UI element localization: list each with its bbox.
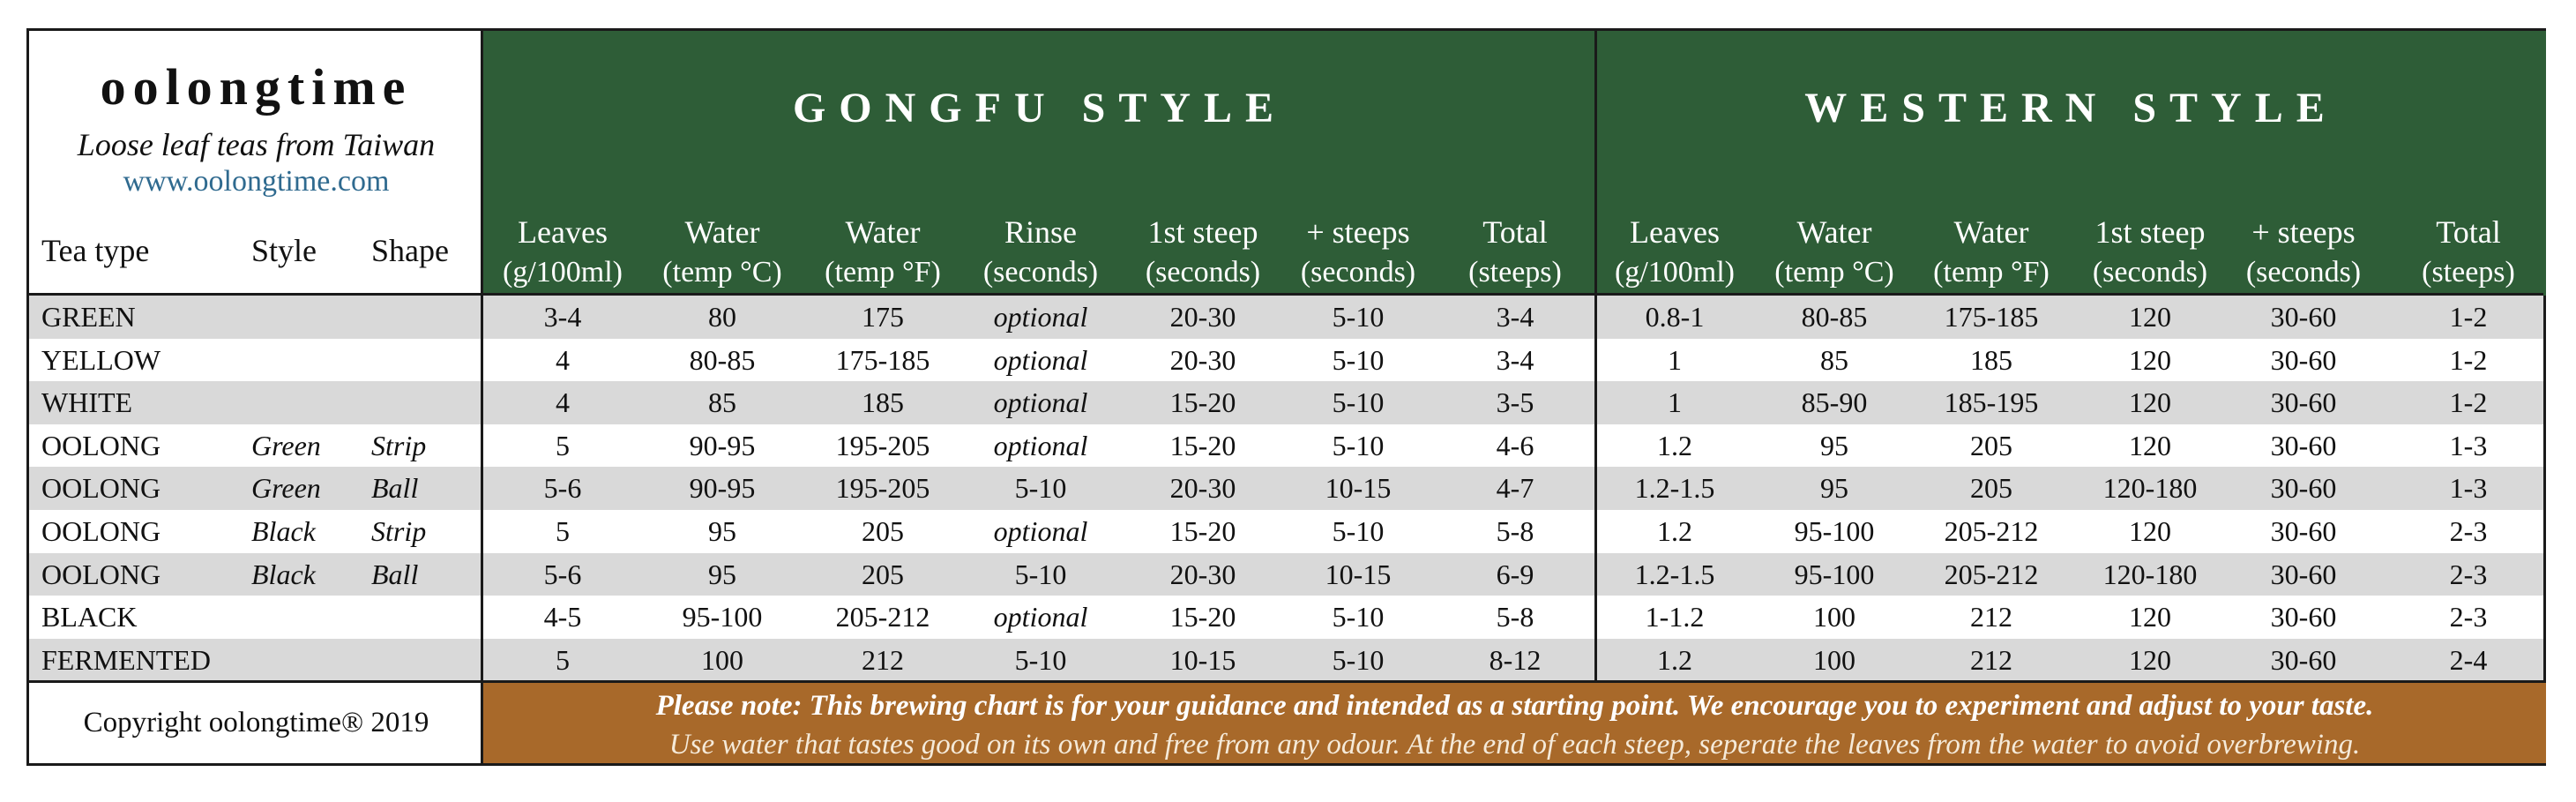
tea-shape-cell <box>371 296 477 339</box>
table-row <box>29 424 2543 468</box>
brand-tagline: Loose leaf teas from Taiwan <box>77 127 436 162</box>
western-value-cell: 185 <box>1970 343 2012 376</box>
western-value-cell: 2-3 <box>2449 558 2488 590</box>
western-value-cell: 1.2 <box>1657 515 1692 547</box>
tea-style-cell <box>251 639 366 682</box>
western-value-cell: 1.2 <box>1657 429 1692 461</box>
gongfu-value-cell: optional <box>993 515 1088 547</box>
gongfu-value-cell: 5 <box>556 643 570 676</box>
column-header: Rinse (seconds) <box>982 214 1099 289</box>
brand-name: oolongtime <box>100 58 413 116</box>
gongfu-value-cell: 5 <box>556 515 570 547</box>
gongfu-value-cell: 195-205 <box>835 472 930 505</box>
western-value-cell: 30-60 <box>2270 386 2337 419</box>
tea-type-cell: OOLONG <box>41 472 161 505</box>
gongfu-value-cell: 8-12 <box>1489 643 1542 676</box>
western-value-cell: 80-85 <box>1801 301 1868 333</box>
western-value-cell: 95 <box>1820 429 1848 461</box>
gongfu-value-cell: 15-20 <box>1169 601 1236 633</box>
western-value-cell: 205 <box>1970 472 2012 505</box>
western-value-cell: 100 <box>1813 601 1855 633</box>
brand-divider <box>481 31 483 763</box>
western-value-cell: 120 <box>2129 601 2171 633</box>
western-value-cell: 212 <box>1970 601 2012 633</box>
gongfu-value-cell: 85 <box>708 386 736 419</box>
western-value-cell: 30-60 <box>2270 429 2337 461</box>
gongfu-value-cell: 90-95 <box>689 472 756 505</box>
gongfu-value-cell: 95 <box>708 558 736 590</box>
header-shape: Shape <box>371 233 449 268</box>
gongfu-value-cell: 5-6 <box>543 558 582 590</box>
western-value-cell: 1-2 <box>2449 343 2488 376</box>
gongfu-value-cell: 95-100 <box>682 601 763 633</box>
header-style: Style <box>251 233 317 268</box>
western-value-cell: 95-100 <box>1794 515 1875 547</box>
gongfu-value-cell: 5-8 <box>1496 601 1534 633</box>
brand-block <box>29 31 483 296</box>
gongfu-value-cell: 10-15 <box>1325 472 1392 505</box>
gongfu-value-cell: 205 <box>862 558 904 590</box>
column-header: Water (temp °F) <box>825 214 941 289</box>
brewing-note <box>483 683 2546 763</box>
tea-style-cell <box>251 339 366 382</box>
western-value-cell: 30-60 <box>2270 643 2337 676</box>
tea-type-cell: OOLONG <box>41 558 161 590</box>
footer-rule <box>29 680 2543 683</box>
western-value-cell: 30-60 <box>2270 515 2337 547</box>
table-row <box>29 639 2543 682</box>
copyright-text: Copyright oolongtime® 2019 <box>83 707 429 738</box>
western-value-cell: 175-185 <box>1944 301 2039 333</box>
tea-type-cell: GREEN <box>41 301 136 333</box>
western-value-cell: 85-90 <box>1801 386 1868 419</box>
western-value-cell: 185-195 <box>1944 386 2039 419</box>
gongfu-value-cell: 5-10 <box>1014 472 1067 505</box>
tea-style-cell: Green <box>251 472 321 505</box>
tea-type-cell: YELLOW <box>41 343 161 376</box>
gongfu-section-title: GONGFU STYLE <box>792 85 1288 131</box>
tea-type-cell: WHITE <box>41 386 133 419</box>
gongfu-value-cell: 175-185 <box>835 343 930 376</box>
tea-style-cell <box>251 296 366 339</box>
gongfu-value-cell: 212 <box>862 643 904 676</box>
western-value-cell: 30-60 <box>2270 343 2337 376</box>
tea-type-cell: OOLONG <box>41 429 161 461</box>
header-tea-type: Tea type <box>41 233 150 268</box>
gongfu-value-cell: 3-4 <box>543 301 582 333</box>
western-value-cell: 120 <box>2129 515 2171 547</box>
western-value-cell: 1 <box>1668 386 1682 419</box>
gongfu-value-cell: 3-5 <box>1496 386 1534 419</box>
western-value-cell: 212 <box>1970 643 2012 676</box>
tea-shape-cell: Ball <box>371 472 419 505</box>
header-rule <box>29 293 2543 296</box>
gongfu-value-cell: 5-10 <box>1332 643 1385 676</box>
gongfu-value-cell: 4 <box>556 343 570 376</box>
gongfu-value-cell: optional <box>993 386 1088 419</box>
gongfu-value-cell: 5-10 <box>1332 301 1385 333</box>
gongfu-value-cell: 5-10 <box>1332 386 1385 419</box>
gongfu-value-cell: 80-85 <box>689 343 756 376</box>
western-value-cell: 1-1.2 <box>1645 601 1705 633</box>
western-value-cell: 30-60 <box>2270 601 2337 633</box>
gongfu-value-cell: 100 <box>701 643 743 676</box>
gongfu-value-cell: 175 <box>862 301 904 333</box>
column-header: Total (steeps) <box>1468 214 1562 289</box>
table-row <box>29 381 2543 424</box>
western-value-cell: 120 <box>2129 386 2171 419</box>
table-row <box>29 510 2543 553</box>
western-section-title: WESTERN STYLE <box>1804 85 2338 131</box>
western-value-cell: 1 <box>1668 343 1682 376</box>
western-value-cell: 1-2 <box>2449 301 2488 333</box>
western-value-cell: 1-3 <box>2449 429 2488 461</box>
gongfu-value-cell: 15-20 <box>1169 386 1236 419</box>
tea-shape-cell: Strip <box>371 515 427 547</box>
gongfu-value-cell: 5 <box>556 429 570 461</box>
western-value-cell: 120 <box>2129 301 2171 333</box>
table-row <box>29 467 2543 510</box>
gongfu-value-cell: 3-4 <box>1496 301 1534 333</box>
column-header: Water (temp °C) <box>662 214 782 289</box>
gongfu-value-cell: 5-10 <box>1332 429 1385 461</box>
gongfu-value-cell: 205 <box>862 515 904 547</box>
tea-style-cell: Green <box>251 429 321 461</box>
western-value-cell: 95 <box>1820 472 1848 505</box>
gongfu-value-cell: 15-20 <box>1169 515 1236 547</box>
gongfu-value-cell: 6-9 <box>1496 558 1534 590</box>
gongfu-value-cell: 4 <box>556 386 570 419</box>
brewing-header <box>483 31 2546 296</box>
tea-shape-cell: Strip <box>371 429 427 461</box>
table-row <box>29 339 2543 382</box>
gongfu-value-cell: 80 <box>708 301 736 333</box>
western-value-cell: 120-180 <box>2102 472 2198 505</box>
tea-style-cell <box>251 596 366 639</box>
western-value-cell: 205 <box>1970 429 2012 461</box>
western-value-cell: 30-60 <box>2270 301 2337 333</box>
gongfu-value-cell: 15-20 <box>1169 429 1236 461</box>
tea-shape-cell <box>371 381 477 424</box>
tea-shape-cell <box>371 339 477 382</box>
note-line-1: Please note: This brewing chart is for your guidance and intended as a starting point. We encourage you to experiment and adjust to your taste. <box>655 690 2374 722</box>
gongfu-value-cell: 10-15 <box>1169 643 1236 676</box>
gongfu-value-cell: optional <box>993 429 1088 461</box>
western-value-cell: 120 <box>2129 343 2171 376</box>
western-value-cell: 2-3 <box>2449 601 2488 633</box>
gongfu-value-cell: 4-5 <box>543 601 582 633</box>
tea-shape-cell <box>371 639 477 682</box>
gongfu-value-cell: 20-30 <box>1169 558 1236 590</box>
gongfu-value-cell: 5-6 <box>543 472 582 505</box>
table-row <box>29 553 2543 596</box>
gongfu-value-cell: 5-10 <box>1014 558 1067 590</box>
column-header: + steeps (seconds) <box>1300 214 1416 289</box>
column-header: 1st steep (seconds) <box>1145 214 1261 289</box>
column-header: Leaves (g/100ml) <box>503 214 623 289</box>
gongfu-value-cell: 4-7 <box>1496 472 1534 505</box>
column-header: + steeps (seconds) <box>2245 214 2362 289</box>
gongfu-value-cell: 185 <box>862 386 904 419</box>
gongfu-value-cell: optional <box>993 301 1088 333</box>
gongfu-value-cell: optional <box>993 601 1088 633</box>
section-divider <box>1594 31 1597 683</box>
gongfu-value-cell: 5-10 <box>1332 601 1385 633</box>
western-value-cell: 1.2 <box>1657 643 1692 676</box>
western-value-cell: 1-3 <box>2449 472 2488 505</box>
western-value-cell: 120 <box>2129 643 2171 676</box>
western-value-cell: 85 <box>1820 343 1848 376</box>
gongfu-value-cell: 5-10 <box>1332 343 1385 376</box>
tea-shape-cell: Ball <box>371 558 419 590</box>
column-header: Total (steeps) <box>2422 214 2515 289</box>
gongfu-value-cell: 205-212 <box>835 601 930 633</box>
column-header: Leaves (g/100ml) <box>1615 214 1735 289</box>
column-header: Water (temp °C) <box>1774 214 1894 289</box>
note-line-2: Use water that tastes good on its own and free from any odour. At the end of each steep, seperate the leaves from the water to avoid overbrewing. <box>668 729 2361 761</box>
western-value-cell: 120 <box>2129 429 2171 461</box>
brand-url-link[interactable]: www.oolongtime.com <box>123 165 390 198</box>
gongfu-value-cell: 95 <box>708 515 736 547</box>
tea-style-cell <box>251 381 366 424</box>
gongfu-value-cell: 5-8 <box>1496 515 1534 547</box>
gongfu-value-cell: optional <box>993 343 1088 376</box>
table-row <box>29 596 2543 639</box>
tea-style-cell: Black <box>251 515 316 547</box>
western-value-cell: 205-212 <box>1944 515 2039 547</box>
gongfu-value-cell: 10-15 <box>1325 558 1392 590</box>
western-value-cell: 30-60 <box>2270 472 2337 505</box>
column-header: 1st steep (seconds) <box>2092 214 2208 289</box>
western-value-cell: 100 <box>1813 643 1855 676</box>
column-header: Water (temp °F) <box>1933 214 2050 289</box>
gongfu-value-cell: 5-10 <box>1014 643 1067 676</box>
brewing-chart <box>26 28 2546 766</box>
western-value-cell: 1.2-1.5 <box>1634 558 1715 590</box>
tea-type-cell: OOLONG <box>41 515 161 547</box>
western-value-cell: 1.2-1.5 <box>1634 472 1715 505</box>
tea-type-cell: BLACK <box>41 601 138 633</box>
tea-style-cell: Black <box>251 558 316 590</box>
gongfu-value-cell: 195-205 <box>835 429 930 461</box>
western-value-cell: 1-2 <box>2449 386 2488 419</box>
table-row <box>29 296 2543 339</box>
tea-type-cell: FERMENTED <box>41 643 211 676</box>
western-value-cell: 2-3 <box>2449 515 2488 547</box>
gongfu-value-cell: 20-30 <box>1169 472 1236 505</box>
gongfu-value-cell: 5-10 <box>1332 515 1385 547</box>
gongfu-value-cell: 90-95 <box>689 429 756 461</box>
western-value-cell: 120-180 <box>2102 558 2198 590</box>
tea-shape-cell <box>371 596 477 639</box>
gongfu-value-cell: 3-4 <box>1496 343 1534 376</box>
western-value-cell: 0.8-1 <box>1645 301 1705 333</box>
western-value-cell: 95-100 <box>1794 558 1875 590</box>
western-value-cell: 2-4 <box>2449 643 2488 676</box>
western-value-cell: 30-60 <box>2270 558 2337 590</box>
gongfu-value-cell: 20-30 <box>1169 343 1236 376</box>
western-value-cell: 205-212 <box>1944 558 2039 590</box>
gongfu-value-cell: 20-30 <box>1169 301 1236 333</box>
gongfu-value-cell: 4-6 <box>1496 429 1534 461</box>
